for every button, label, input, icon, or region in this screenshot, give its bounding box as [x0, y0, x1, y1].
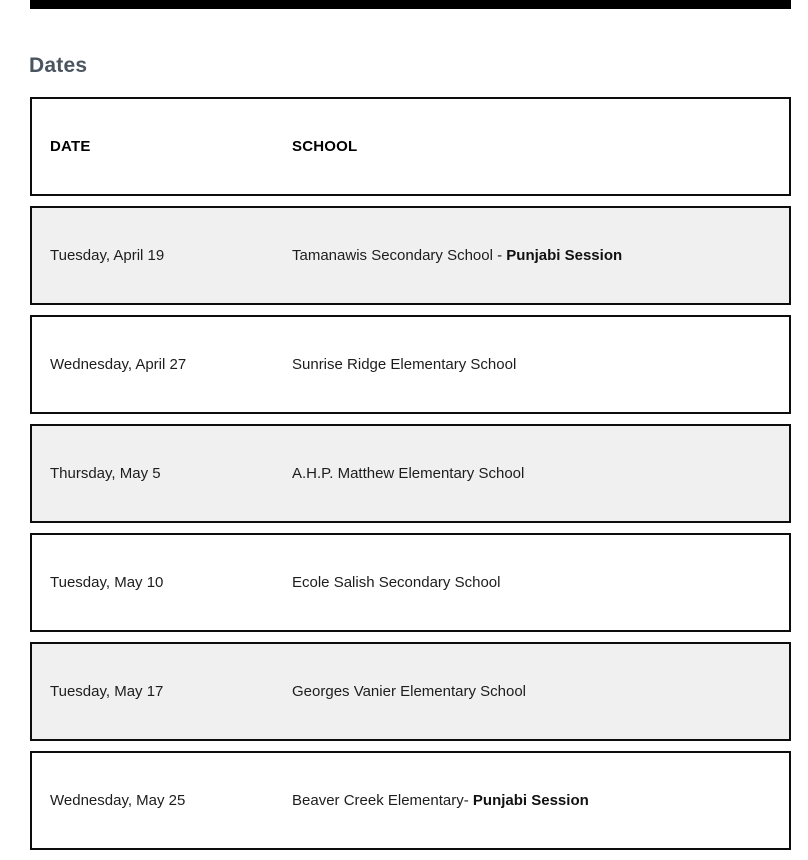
row-school — [292, 247, 789, 264]
school-session-bold: Punjabi Session — [472, 792, 589, 809]
column-header-school: SCHOOL — [292, 138, 358, 155]
table-row — [30, 533, 791, 632]
row-date: Tuesday, May 10 — [50, 574, 164, 591]
dates-table — [30, 97, 791, 860]
school-name-text: Beaver Creek Elementary- — [292, 792, 473, 809]
row-school — [292, 465, 789, 482]
row-date: Wednesday, April 27 — [50, 356, 187, 373]
column-header-date: DATE — [50, 138, 91, 155]
table-row — [30, 206, 791, 305]
school-name-text: Ecole Salish Secondary School — [292, 574, 501, 591]
table-row — [30, 751, 791, 850]
row-date: Wednesday, May 25 — [50, 792, 186, 809]
row-date: Tuesday, April 19 — [50, 247, 165, 264]
table-row — [30, 424, 791, 523]
table-header-row — [30, 97, 791, 196]
table-row — [30, 315, 791, 414]
school-name-text: Tamanawis Secondary School - — [292, 247, 507, 264]
table-body — [30, 206, 791, 850]
school-name-text: Georges Vanier Elementary School — [292, 683, 527, 700]
school-name-text: Sunrise Ridge Elementary School — [292, 356, 517, 373]
row-date: Tuesday, May 17 — [50, 683, 164, 700]
row-school — [292, 356, 789, 373]
row-school — [292, 574, 789, 591]
row-date: Thursday, May 5 — [50, 465, 161, 482]
row-school — [292, 792, 789, 809]
school-session-bold: Punjabi Session — [506, 247, 623, 264]
table-row — [30, 642, 791, 741]
school-name-text: A.H.P. Matthew Elementary School — [292, 465, 525, 482]
page-title: Dates — [29, 54, 88, 77]
row-school — [292, 683, 789, 700]
scrolled-content-top-bar — [30, 0, 791, 9]
